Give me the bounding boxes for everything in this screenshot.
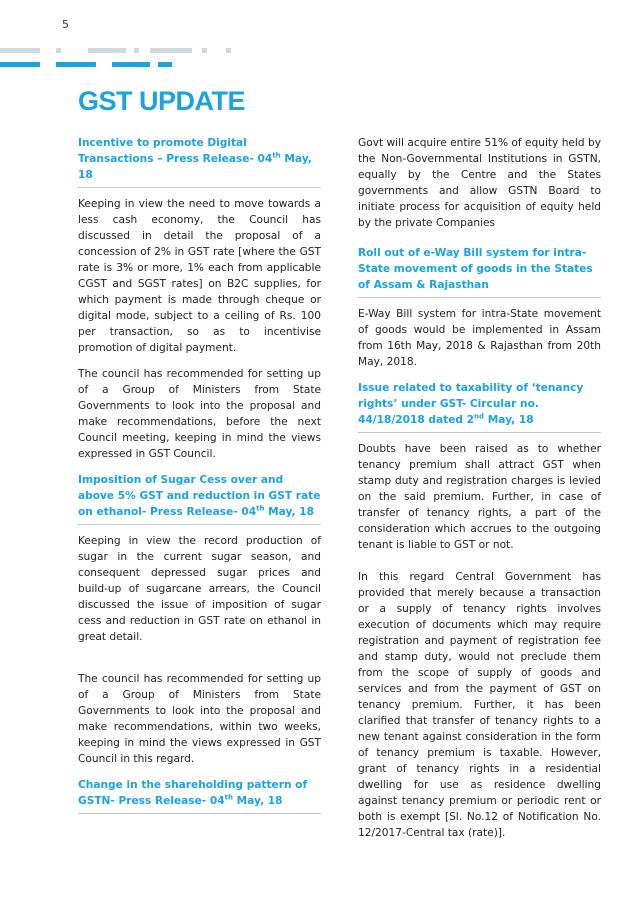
paragraph-sugar-cess-1: Keeping in view the record production of sugar in the current sugar season, and consequent depressed sugar prices and build-up of sugarcane arrears, the Council discussed the issue of imposition of sugar cess and reduction in GST rate on ethanol in great detail. [78, 535, 321, 643]
page-number: 5 [62, 18, 69, 31]
paragraph-digital-transactions-1: Keeping in view the need to move towards a less cash economy, the Council has discussed in detail the proposal of a concession of 2% in GST rate [where the GST rate is 3% or more, 1% each from applicable CGST and SGST rates] on B2C supplies, for which payment is made through cheque or digital mode, subject to a ceiling of Rs. 100 per transaction, so as to incentivise promotion of digital payment. [78, 198, 321, 354]
paragraph-sugar-cess-2: The council has recommended for setting up of a Group of Ministers from State Governments to look into the proposal and make recommendations, within two weeks, keeping in mind the views expressed in GST Council in this regard. [78, 673, 321, 765]
paragraph-eway-bill: E-Way Bill system for intra-State movement of goods would be implemented in Assam from 16th May, 2018 & Rajasthan from 20th May, 2018. [358, 308, 601, 368]
section-heading-gstn-shareholding: Change in the shareholding pattern of GSTN- Press Release- 04th May, 18 [78, 777, 321, 814]
section-heading-tenancy-rights: Issue related to taxability of ‘tenancy rights’ under GST- Circular no. 44/18/2018 dated 2nd May, 18 [358, 380, 601, 433]
section-heading-digital-transactions: Incentive to promote Digital Transactions – Press Release- 04th May, 18 [78, 135, 321, 188]
left-column [78, 135, 321, 814]
paragraph-tenancy-rights-2: In this regard Central Government has provided that merely because a transaction or a supply of tenancy rights involves execution of documents which may require registration and payment of registration fee and stamp duty, would not preclude them from the scope of supply of goods and services and from the payment of GST on tenancy premium. Further, it has been clarified that transfer of tenancy rights to a new tenant against consideration in the form of tenancy premium is taxable. However, grant of tenancy rights in a residential dwelling for use as residence dwelling against tenancy premium or periodic rent or both is exempt [Sl. No.12 of Notification No. 12/2017-Central tax (rate)]. [358, 571, 601, 839]
page-title: GST UPDATE [78, 86, 246, 116]
paragraph-tenancy-rights-1: Doubts have been raised as to whether tenancy premium shall attract GST when stamp duty and registration charges is levied on the said premium. Further, in case of transfer of tenancy rights, a part of the consideration which accrues to the outgoing tenant is liable to GST or not. [358, 443, 601, 551]
paragraph-digital-transactions-2: The council has recommended for setting up of a Group of Ministers from State Governments to look into the proposal and make recommendations, before the next Council meeting, keeping in mind the views expressed in GST Council. [78, 368, 321, 460]
section-heading-sugar-cess: Imposition of Sugar Cess over and above 5% GST and reduction in GST rate on ethanol- Press Release- 04th May, 18 [78, 472, 321, 525]
right-column [358, 135, 601, 841]
decorative-bars [0, 48, 250, 70]
paragraph-gstn-shareholding: Govt will acquire entire 51% of equity held by the Non-Governmental Institutions in GSTN, equally by the Centre and the States governments and allow GSTN Board to initiate process for acquisition of equity held by the private Companies [358, 137, 601, 229]
section-heading-eway-bill: Roll out of e-Way Bill system for intra-State movement of goods in the States of Assam & Rajasthan [358, 245, 601, 298]
